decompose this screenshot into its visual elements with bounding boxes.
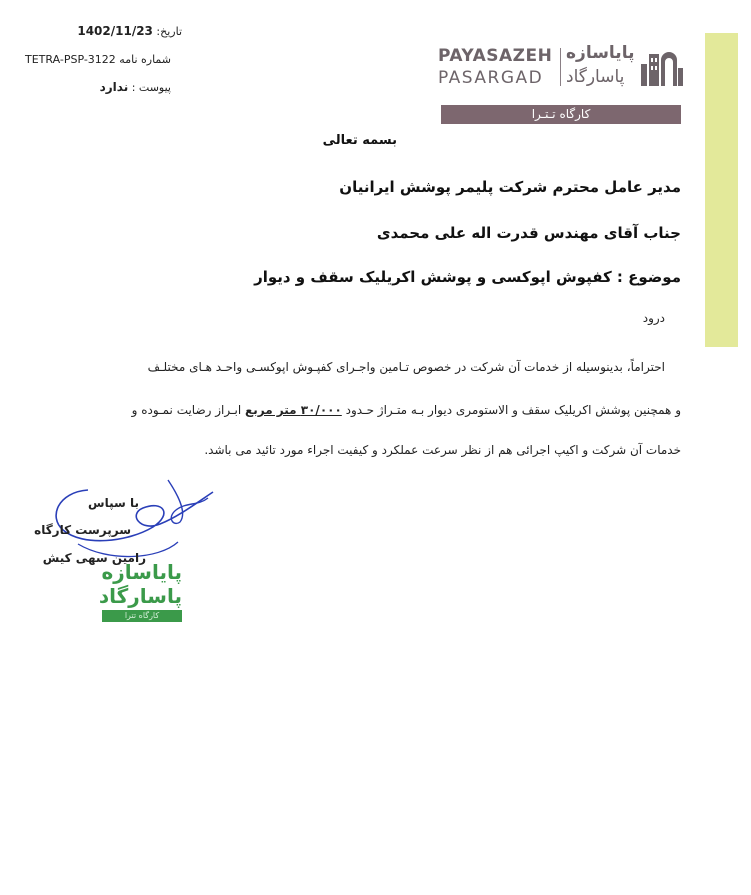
- building-icon: [641, 46, 683, 86]
- body-line-1: احتراماً، بدینوسیله از خدمات آن شرکت در خصوص تـامین واجـرای کفپـوش اپوکسـی واحـد هـای مختلـف: [147, 360, 665, 374]
- letter-date: [77, 24, 182, 38]
- signature-thanks: با سپاس: [88, 496, 139, 510]
- greeting: درود: [642, 311, 665, 325]
- body-line-2-end: ابـراز رضایت نمـوده و: [131, 403, 246, 417]
- workshop-banner: کارگاه تـتـرا: [441, 105, 681, 124]
- signature-name: رامین سهی کیش: [42, 551, 146, 565]
- logo-latin-bottom: PASARGAD: [438, 68, 544, 88]
- date-value: 1402/11/23: [77, 24, 153, 38]
- date-label: تاریخ:: [156, 25, 182, 38]
- body-line-2: [132, 403, 681, 417]
- area-amount: ۳۰/۰۰۰ متر مربع: [245, 403, 342, 417]
- stamp-line-3: کارگاه تترا: [102, 610, 182, 622]
- attention-line: جناب آقای مهندس قدرت اله علی محمدی: [376, 224, 681, 242]
- company-logo: [438, 40, 684, 100]
- number-label: شماره نامه: [119, 53, 171, 66]
- bismillah: بسمه تعالی: [322, 133, 397, 148]
- number-value: TETRA-PSP-3122: [24, 53, 116, 66]
- letter-attachment: [100, 80, 171, 94]
- body-line-3: خدمات آن شرکت و اکیپ اجرائی هم از نظر سرعت عملکرد و کیفیت اجراء مورد تائید می باشد.: [204, 443, 681, 457]
- logo-divider: [560, 48, 561, 86]
- letter-number: [25, 53, 171, 66]
- signature-role: سرپرست کارگاه: [34, 523, 131, 537]
- subject-line: موضوع : کفپوش اپوکسی و پوشش اکریلیک سقف و دیوار: [254, 268, 681, 286]
- body-line-2-start: و همچنین پوشش اکریلیک سقف و الاستومری دیوار بـه متـراژ حـدود: [341, 403, 681, 417]
- logo-persian-bottom: پاسارگاد: [566, 67, 625, 87]
- stamp-line-2: پاسارگاد: [98, 584, 182, 608]
- recipient-line: مدیر عامل محترم شرکت پلیمر پوشش ایرانیان: [339, 178, 681, 196]
- side-accent-bar: [705, 33, 738, 347]
- stamp-line-1: پایاسازه: [101, 560, 182, 584]
- company-stamp: [100, 560, 184, 628]
- attachment-label: پیوست :: [131, 81, 171, 94]
- attachment-value: ندارد: [99, 80, 129, 94]
- logo-persian-top: پایاسازه: [566, 43, 635, 63]
- logo-latin-top: PAYASAZEH: [438, 46, 553, 66]
